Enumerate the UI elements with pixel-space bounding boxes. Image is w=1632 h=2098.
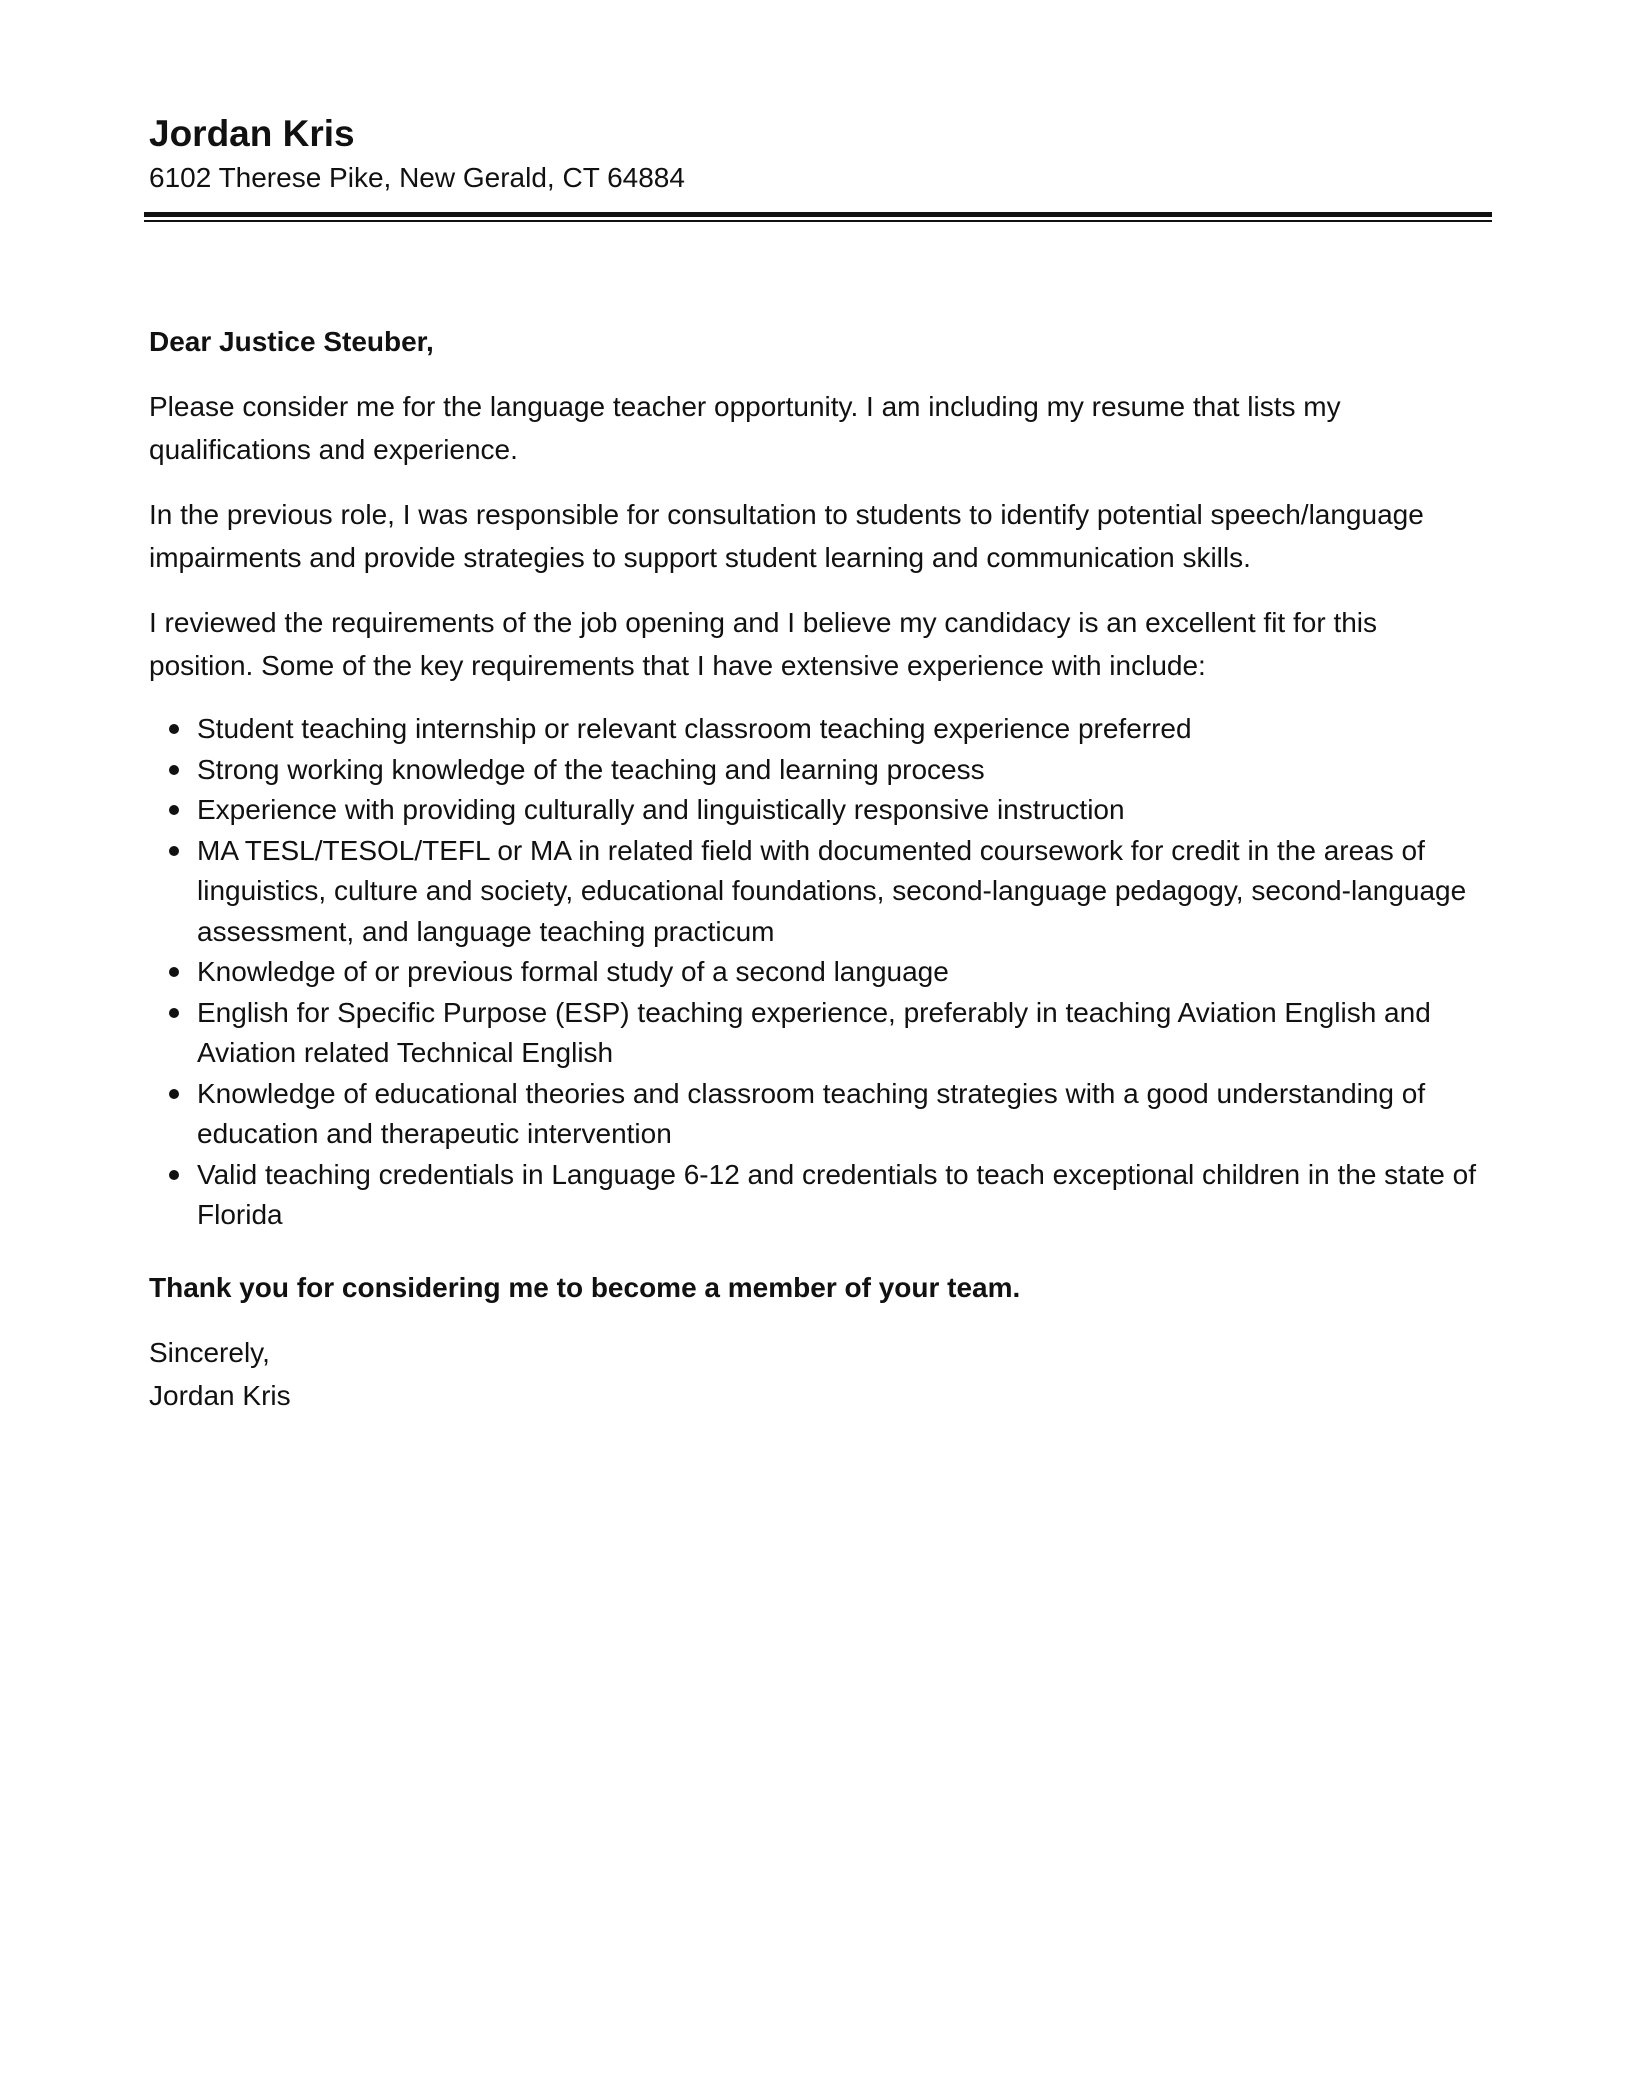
bullet-icon (169, 967, 179, 977)
list-item (197, 831, 1489, 953)
closing-statement: Thank you for considering me to become a member of your team. (149, 1271, 1021, 1303)
sender-address: 6102 Therese Pike, New Gerald, CT 64884 (149, 162, 685, 193)
list-item-text: Knowledge of or previous formal study of a second language (197, 956, 949, 987)
requirements-list (149, 709, 1489, 1236)
paragraph-intro: Please consider me for the language teacher opportunity. I am including my resume that lists my qualifications and experience. (149, 391, 1341, 465)
list-item-text: MA TESL/TESOL/TEFL or MA in related field with documented coursework for credit in the areas of linguistics, culture and society, educational foundations, second-language pedagogy, second-language assessment, and language teaching practicum (197, 834, 1467, 947)
salutation: Dear Justice Steuber, (149, 326, 434, 357)
paragraph-previous-role: In the previous role, I was responsible for consultation to students to identify potential speech/language impairments and provide strategies to support student learning and communication skills. (149, 499, 1424, 573)
header-divider-thin (144, 220, 1492, 222)
list-item (197, 1155, 1489, 1236)
bullet-icon (169, 805, 179, 815)
letter-header (149, 112, 1489, 196)
list-item-text: Student teaching internship or relevant classroom teaching experience preferred (197, 713, 1192, 744)
letter-body (149, 320, 1489, 1417)
list-item-text: English for Specific Purpose (ESP) teaching experience, preferably in teaching Aviation English and Aviation related Technical English (197, 996, 1431, 1068)
list-item-text: Valid teaching credentials in Language 6-12 and credentials to teach exceptional children in the state of Florida (197, 1158, 1477, 1230)
list-item (197, 1074, 1489, 1155)
list-item (197, 952, 1489, 993)
paragraph-requirements-intro: I reviewed the requirements of the job opening and I believe my candidacy is an excellent fit for this position. Some of the key requirements that I have extensive experience with include: (149, 607, 1378, 681)
signature-name: Jordan Kris (149, 1379, 291, 1411)
list-item (197, 750, 1489, 791)
bullet-icon (169, 765, 179, 775)
header-divider (144, 212, 1492, 224)
bullet-icon (169, 1170, 179, 1180)
bullet-icon (169, 1089, 179, 1099)
list-item-text: Knowledge of educational theories and classroom teaching strategies with a good understanding of education and therapeutic intervention (197, 1077, 1426, 1149)
header-divider-thick (144, 212, 1492, 217)
list-item-text: Strong working knowledge of the teaching and learning process (197, 753, 985, 785)
list-item-text: Experience with providing culturally and linguistically responsive instruction (197, 794, 1125, 825)
bullet-icon (169, 1008, 179, 1018)
bullet-icon (169, 846, 179, 856)
bullet-icon (169, 724, 179, 734)
valediction: Sincerely, (149, 1336, 270, 1368)
list-item (197, 709, 1489, 750)
sender-name: Jordan Kris (149, 113, 355, 154)
list-item (197, 790, 1489, 831)
list-item (197, 993, 1489, 1074)
